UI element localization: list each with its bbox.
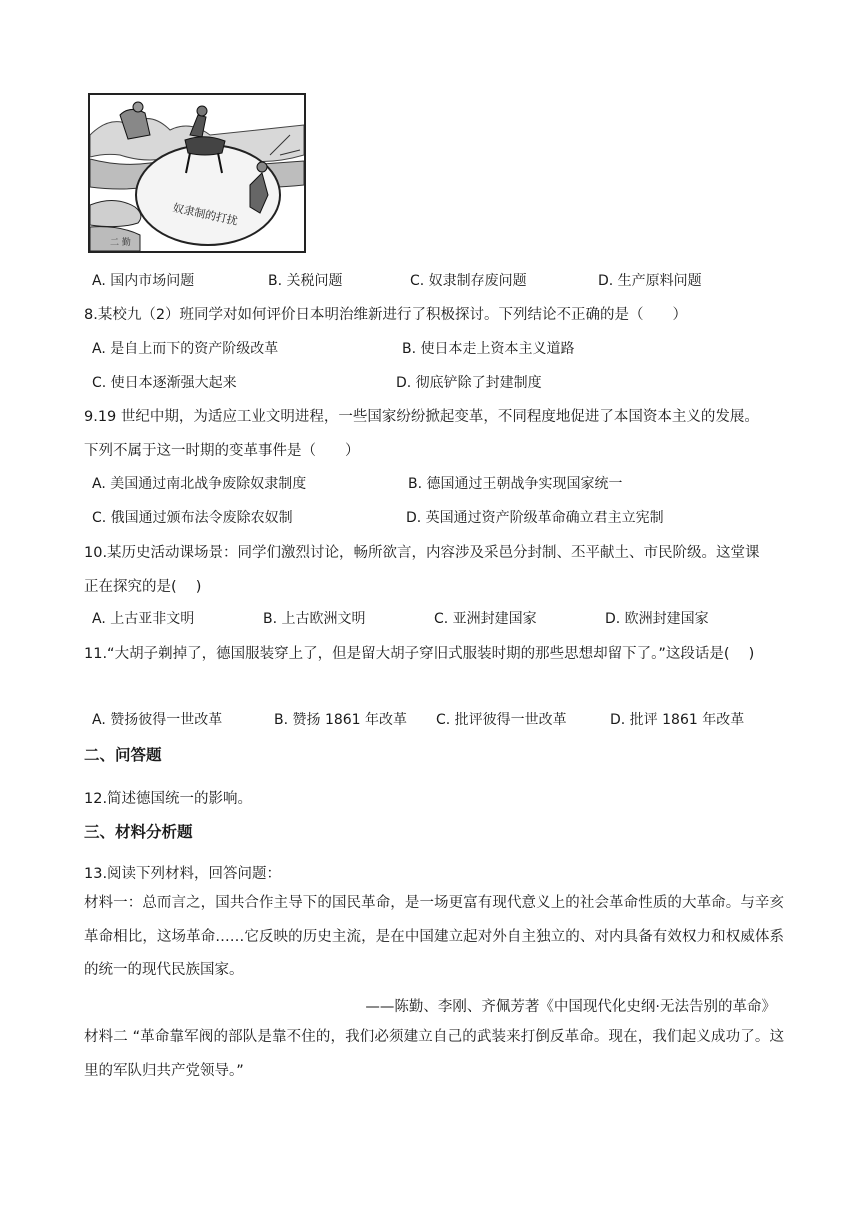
q8-stem: 8.某校九（2）班同学对如何评价日本明治维新进行了积极探讨。下列结论不正确的是（ ） (84, 307, 688, 323)
cartoon-illustration (88, 93, 306, 253)
q10-option-d[interactable]: D. 欧洲封建国家 (605, 611, 709, 627)
q11-option-c[interactable]: C. 批评彼得一世改革 (436, 712, 567, 728)
q9-option-d[interactable]: D. 英国通过资产阶级革命确立君主立宪制 (406, 510, 664, 526)
q11-option-b[interactable]: B. 赞扬 1861 年改革 (274, 712, 408, 728)
q13-material-2: 材料二 “革命靠军阀的部队是靠不住的，我们必须建立自己的武装来打倒反革命。现在，我们起义成功了。这里的军队归共产党领导。” (84, 1029, 784, 1079)
cartoon-drawing (90, 95, 304, 251)
q9-option-b[interactable]: B. 德国通过王朝战争实现国家统一 (408, 476, 623, 492)
svg-text:二 勤: 二 勤 (110, 238, 131, 248)
q11-stem: 11.“大胡子剃掉了，德国服装穿上了，但是留大胡子穿旧式服装时期的那些思想却留下了。”这段话是( ) (84, 646, 755, 662)
q8-option-c[interactable]: C. 使日本逐渐强大起来 (92, 375, 237, 391)
q10-option-a[interactable]: A. 上古亚非文明 (92, 611, 195, 627)
q13-source-1: ——陈勤、李刚、齐佩芳著《中国现代化史纲·无法告别的革命》 (365, 999, 776, 1015)
q13-stem: 13.阅读下列材料，回答问题： (84, 866, 282, 882)
q7-option-b[interactable]: B. 关税问题 (268, 273, 343, 289)
q8-option-d[interactable]: D. 彻底铲除了封建制度 (396, 375, 542, 391)
q10-stem-line1: 10.某历史活动课场景：同学们激烈讨论，畅所欲言，内容涉及采邑分封制、丕平献土、市民阶级。这堂课 (84, 545, 760, 561)
q8-option-b[interactable]: B. 使日本走上资本主义道路 (402, 341, 575, 357)
q12-stem: 12.简述德国统一的影响。 (84, 791, 253, 807)
section-heading-material: 三、材料分析题 (84, 823, 193, 841)
q7-option-d[interactable]: D. 生产原料问题 (598, 273, 702, 289)
section-heading-qa: 二、问答题 (84, 746, 162, 764)
q11-option-d[interactable]: D. 批评 1861 年改革 (610, 712, 745, 728)
cartoon-caption: 奴隶制的打扰 (171, 201, 239, 228)
q9-option-c[interactable]: C. 俄国通过颁布法令废除农奴制 (92, 510, 293, 526)
q8-option-a[interactable]: A. 是自上而下的资产阶级改革 (92, 341, 279, 357)
q9-stem-line1: 9.19 世纪中期，为适应工业文明进程，一些国家纷纷掀起变革，不同程度地促进了本国资本主义的发展。 (84, 409, 759, 425)
q9-option-a[interactable]: A. 美国通过南北战争废除奴隶制度 (92, 476, 307, 492)
q9-stem-line2: 下列不属于这一时期的变革事件是（ ） (84, 443, 360, 459)
q10-option-b[interactable]: B. 上古欧洲文明 (263, 611, 366, 627)
q7-option-a[interactable]: A. 国内市场问题 (92, 273, 195, 289)
q11-option-a[interactable]: A. 赞扬彼得一世改革 (92, 712, 223, 728)
q7-option-c[interactable]: C. 奴隶制存废问题 (410, 273, 527, 289)
q10-option-c[interactable]: C. 亚洲封建国家 (434, 611, 537, 627)
q10-stem-line2: 正在探究的是( ) (84, 579, 202, 595)
q13-material-1: 材料一：总而言之，国共合作主导下的国民革命，是一场更富有现代意义上的社会革命性质的大革命。与辛亥革命相比，这场革命……它反映的历史主流，是在中国建立起对外自主独立的、对内具备有效权力和权威体系的统一的现代民族国家。 (84, 895, 784, 978)
